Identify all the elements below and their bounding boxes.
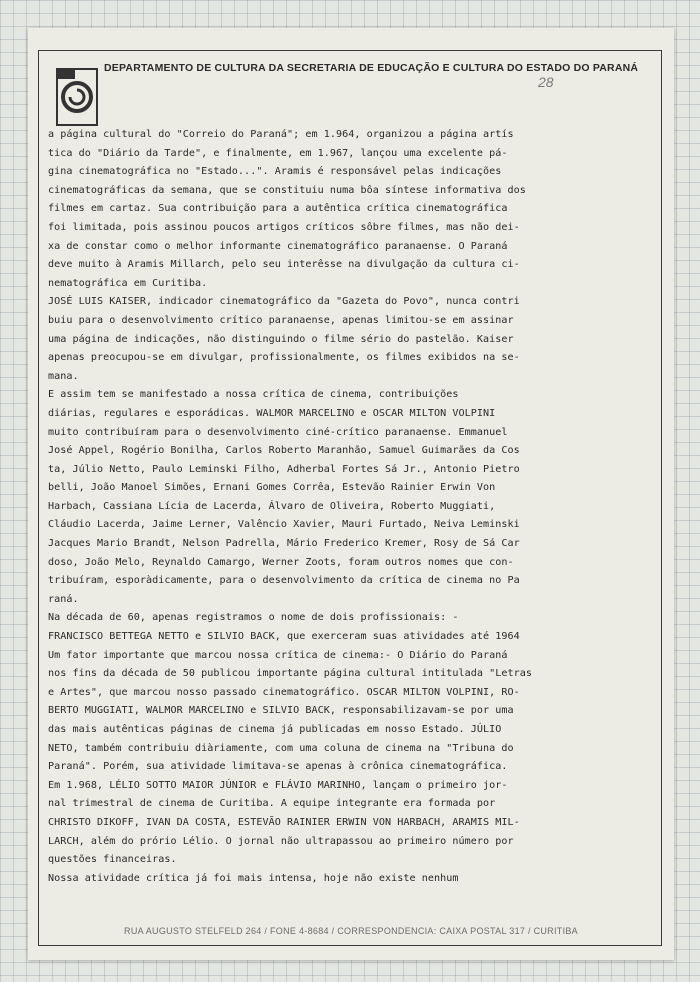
text-line: José Appel, Rogério Bonilha, Carlos Roberto Maranhão, Samuel Guimarães da Cos <box>48 445 520 457</box>
text-line: E assim tem se manifestado a nossa crítica de cinema, contribuições <box>48 389 459 401</box>
text-line: Harbach, Cassiana Lícia de Lacerda, Álvaro de Oliveira, Roberto Muggiati, <box>48 500 496 512</box>
text-line: Um fator importante que marcou nossa crítica de cinema:- O Diário do Paraná <box>48 649 508 661</box>
text-line: buiu para o desenvolvimento crítico paranaense, apenas limitou-se em assinar <box>48 314 514 326</box>
text-line: tribuíram, esporàdicamente, para o desenvolvimento da crítica de cinema no Pa <box>48 575 520 587</box>
text-line: filmes em cartaz. Sua contribuição para a autêntica crítica cinematográfica <box>48 203 508 215</box>
text-line: apenas preocupou-se em divulgar, profissionalmente, os filmes exibidos na se- <box>48 352 520 364</box>
text-line: mana. <box>48 370 79 382</box>
footer-address: RUA AUGUSTO STELFELD 264 / FONE 4-8684 / CORRESPONDENCIA: CAIXA POSTAL 317 / CURITIBA <box>124 926 578 936</box>
text-line: CHRISTO DIKOFF, IVAN DA COSTA, ESTEVÃO RAINIER ERWIN VON HARBACH, ARAMIS MIL- <box>48 816 520 828</box>
text-line: e Artes", que marcou nosso passado cinematográfico. OSCAR MILTON VOLPINI, RO- <box>48 686 520 698</box>
text-line: Paraná". Porém, sua atividade limitava-se apenas à crônica cinematográfica. <box>48 761 508 773</box>
text-line: Cláudio Lacerda, Jaime Lerner, Valêncio Xavier, Mauri Furtado, Neiva Leminski <box>48 519 520 531</box>
document-page <box>28 28 674 960</box>
text-line: doso, João Melo, Reynaldo Camargo, Werner Zoots, foram outros nomes que con- <box>48 556 514 568</box>
page-number: 28 <box>538 74 554 90</box>
text-line: muito contribuíram para o desenvolvimento ciné-crítico paranaense. Emmanuel <box>48 426 508 438</box>
text-line: questões financeiras. <box>48 854 177 866</box>
text-line: nal trimestral de cinema de Curitiba. A equipe integrante era formada por <box>48 798 496 810</box>
text-line: Em 1.968, LÉLIO SOTTO MAIOR JÚNIOR e FLÁVIO MARINHO, lançam o primeiro jor- <box>48 779 508 791</box>
department-logo-icon <box>56 68 98 126</box>
text-line: Nossa atividade crítica já foi mais intensa, hoje não existe nenhum <box>48 872 459 884</box>
text-line: JOSÉ LUIS KAISER, indicador cinematográfico da "Gazeta do Povo", nunca contri <box>48 296 520 308</box>
body-text <box>48 126 654 888</box>
text-line: deve muito à Aramis Millarch, pelo seu interêsse na divulgação da cultura ci- <box>48 259 520 271</box>
header-title: DEPARTAMENTO DE CULTURA DA SECRETARIA DE EDUCAÇÃO E CULTURA DO ESTADO DO PARANÁ <box>104 62 639 74</box>
text-line: a página cultural do "Correio do Paraná"; em 1.964, organizou a página artís <box>48 129 514 140</box>
text-line: tica do "Diário da Tarde", e finalmente, em 1.967, lançou uma excelente pá- <box>48 147 508 159</box>
text-line: das mais autênticas páginas de cinema já publicadas em nosso Estado. JÚLIO <box>48 724 502 735</box>
text-line: raná. <box>48 593 79 605</box>
text-line: ta, Júlio Netto, Paulo Leminski Filho, Adherbal Fortes Sá Jr., Antonio Pietro <box>48 463 520 475</box>
text-line: gina cinematográfica no "Estado...". Aramis é responsável pelas indicações <box>48 166 502 178</box>
text-line: foi limitada, pois assinou poucos artigos críticos sôbre filmes, mas não dei- <box>48 221 520 233</box>
text-line: Jacques Mario Brandt, Nelson Padrella, Mário Frederico Kremer, Rosy de Sá Car <box>48 538 520 550</box>
text-line: xa de constar como o melhor informante cinematográfico paranaense. O Paraná <box>48 240 508 252</box>
text-line: cinematográficas da semana, que se constituiu numa bôa síntese informativa dos <box>48 184 526 196</box>
text-line: NETO, também contribuiu diàriamente, com uma coluna de cinema na "Tribuna do <box>48 742 514 754</box>
text-line: nematográfica em Curitiba. <box>48 277 208 289</box>
text-line: belli, João Manoel Simões, Ernani Gomes Corrêa, Estevão Rainier Erwin Von <box>48 482 496 494</box>
text-line: Na década de 60, apenas registramos o nome de dois profissionais: - <box>48 612 459 624</box>
text-line: diárias, regulares e esporádicas. WALMOR MARCELINO e OSCAR MILTON VOLPINI <box>48 407 496 419</box>
text-line: uma página de indicações, não distinguindo o filme sério do pastelão. Kaiser <box>48 333 514 345</box>
text-line: nos fins da década de 50 publicou importante página cultural intitulada "Letras <box>48 668 533 680</box>
text-line: FRANCISCO BETTEGA NETTO e SILVIO BACK, que exerceram suas atividades até 1964 <box>48 631 520 643</box>
text-line: LARCH, além do prório Lélio. O jornal não ultrapassou ao primeiro número por <box>48 835 514 847</box>
text-line: BERTO MUGGIATI, WALMOR MARCELINO e SILVIO BACK, responsabilizavam-se por uma <box>48 705 514 717</box>
